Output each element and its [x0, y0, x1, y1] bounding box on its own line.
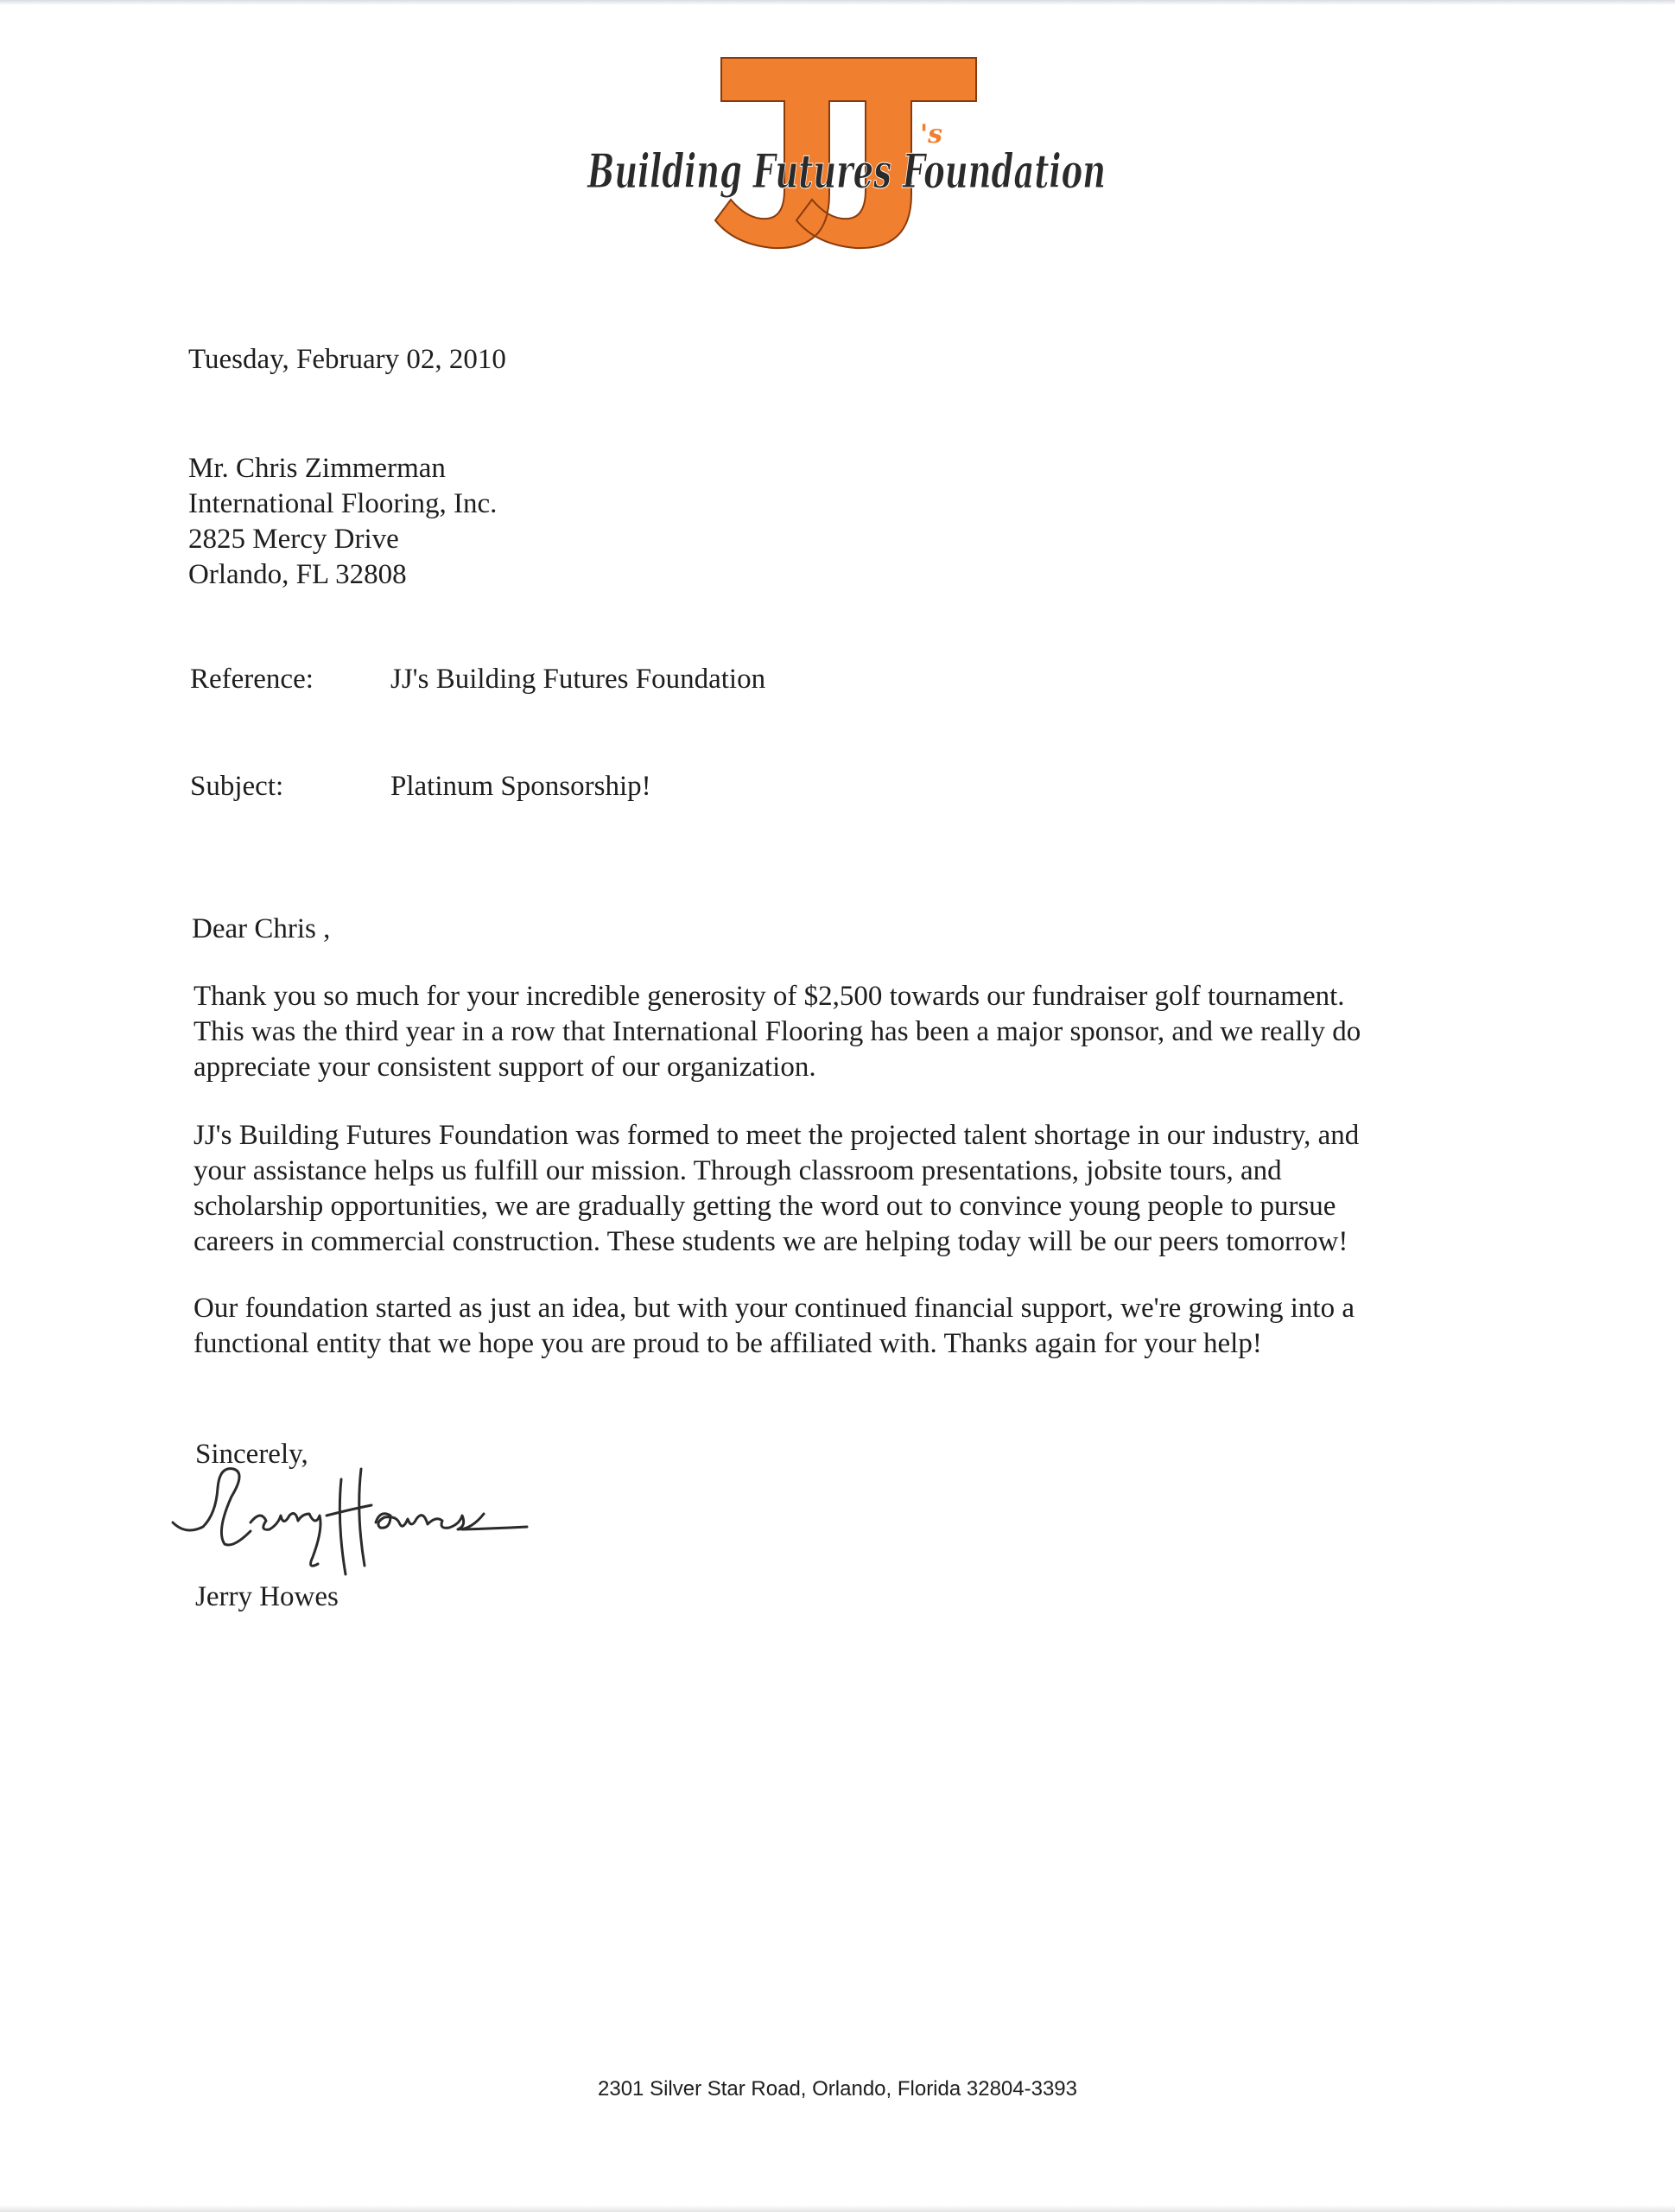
footer-address: 2301 Silver Star Road, Orlando, Florida 32804-3393: [598, 2077, 1077, 2101]
paragraph-line: careers in commercial construction. These students we are helping today will be our peers tomorrow!: [194, 1226, 1348, 1257]
recipient-address: [188, 451, 497, 593]
reference-label: Reference:: [190, 664, 314, 695]
recipient-company: International Flooring, Inc.: [188, 488, 498, 519]
foundation-logo: [570, 48, 1123, 264]
paragraph-line: scholarship opportunities, we are gradually getting the word out to convince young people to pursue: [194, 1191, 1336, 1222]
scan-edge-top: [0, 0, 1675, 5]
signer-name: Jerry Howes: [195, 1581, 339, 1612]
subject-value: Platinum Sponsorship!: [390, 771, 651, 802]
recipient-street: 2825 Mercy Drive: [188, 524, 399, 555]
paragraph-line: Our foundation started as just an idea, but with your continued financial support, we're growing into a: [194, 1293, 1355, 1324]
paragraph-line: your assistance helps us fulfill our mission. Through classroom presentations, jobsite tours, and: [194, 1155, 1282, 1186]
body-paragraph-2: [194, 1118, 1359, 1260]
reference-value: JJ's Building Futures Foundation: [390, 664, 766, 695]
subject-label: Subject:: [190, 771, 284, 802]
scan-edge-bottom: [0, 2205, 1675, 2212]
letter-date: Tuesday, February 02, 2010: [188, 344, 506, 375]
closing: Sincerely,: [195, 1439, 308, 1470]
body-paragraph-1: [194, 979, 1361, 1085]
body-paragraph-3: [194, 1291, 1355, 1362]
salutation: Dear Chris ,: [192, 913, 331, 944]
handwritten-signature: [164, 1462, 544, 1583]
paragraph-line: JJ's Building Futures Foundation was formed to meet the projected talent shortage in our industry, and: [194, 1120, 1360, 1151]
svg-text:'s: 's: [920, 119, 943, 149]
paragraph-line: This was the third year in a row that International Flooring has been a major sponsor, and we really do: [194, 1016, 1361, 1047]
recipient-name: Mr. Chris Zimmerman: [188, 453, 446, 484]
svg-text:Building Futures Foundation: Building Futures Foundation: [586, 143, 1106, 199]
paragraph-line: appreciate your consistent support of our organization.: [194, 1052, 816, 1083]
recipient-city-state-zip: Orlando, FL 32808: [188, 559, 407, 590]
paragraph-line: functional entity that we hope you are proud to be affiliated with. Thanks again for your help!: [194, 1328, 1262, 1359]
paragraph-line: Thank you so much for your incredible generosity of $2,500 towards our fundraiser golf tournament.: [194, 981, 1345, 1012]
